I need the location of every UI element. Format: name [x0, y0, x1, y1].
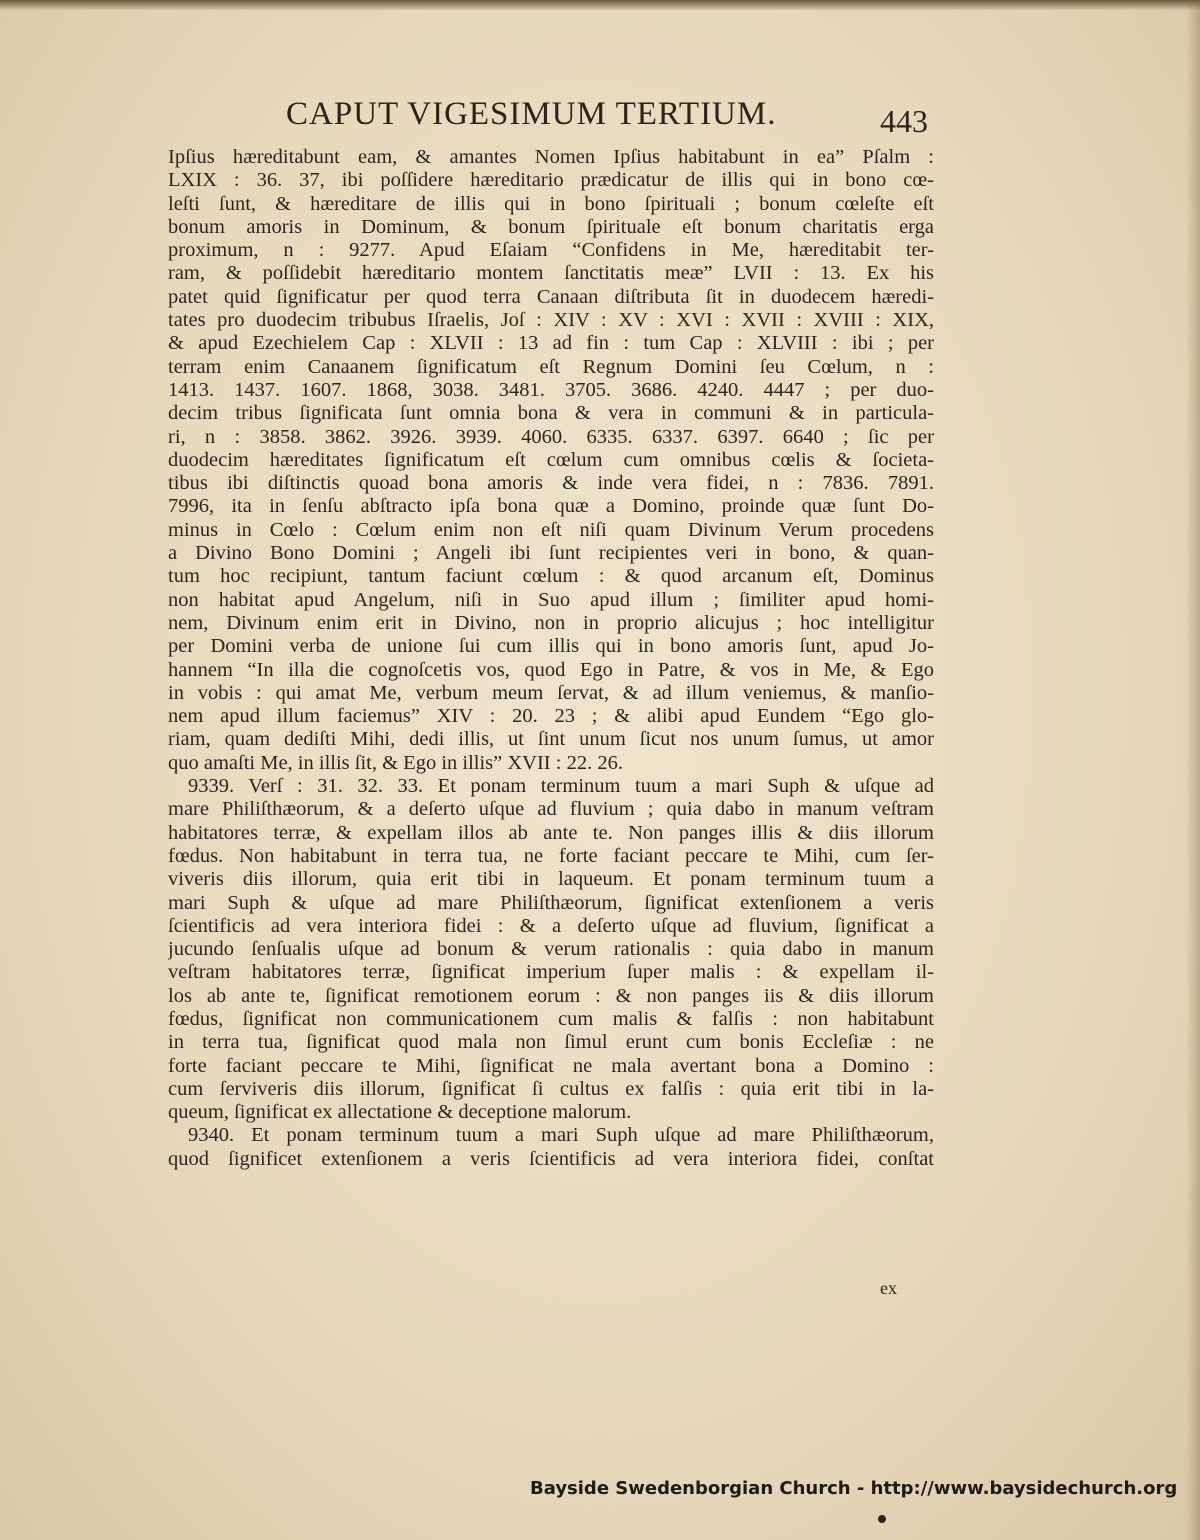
text-block	[168, 146, 934, 1171]
page-top-edge	[0, 0, 1200, 10]
paragraph-9340-start: 9340. Et ponam terminum tuum a mari Suph uſque ad mare Philiſthæorum,	[188, 1124, 934, 1147]
text-line: in terra tua, ſignificat quod mala non ſimul erunt cum bonis Eccleſiæ : ne	[168, 1031, 934, 1054]
text-line: veſtram habitatores terræ, ſignificat imperium ſuper malis : & expellam il-	[168, 961, 934, 984]
text-line: & apud Ezechielem Cap : XLVII : 13 ad fin : tum Cap : XLVIII : ibi ; per	[168, 332, 934, 355]
text-line: decim tribus ſignificata ſunt omnia bona & vera in communi & in particula-	[168, 402, 934, 425]
text-line: non habitat apud Angelum, niſi in Suo apud illum ; ſimiliter apud homi-	[168, 588, 934, 611]
text-line: cum ſerviveris diis illorum, ſignificat ſi cultus ex falſis : quia erit tibi in la-	[168, 1077, 934, 1100]
page-number: 443	[880, 103, 928, 139]
text-line: leſti ſunt, & hæreditare de illis qui in bono ſpirituali ; bonum cœleſte eſt	[168, 192, 934, 215]
text-line: per Domini verba de unione ſui cum illis qui in bono amoris ſunt, apud Jo-	[168, 635, 934, 658]
text-line: nem apud illum faciemus” XIV : 20. 23 ; & alibi apud Eundem “Ego glo-	[168, 705, 934, 728]
text-line: jucundo ſenſualis uſque ad bonum & verum rationalis : quia dabo in manum	[168, 938, 934, 961]
text-line: mari Suph & uſque ad mare Philiſthæorum, ſignificat extenſionem a veris	[168, 891, 934, 914]
text-line: minus in Cœlo : Cœlum enim non eſt niſi quam Divinum Verum procedens	[168, 518, 934, 541]
text-line: a Divino Bono Domini ; Angeli ibi ſunt recipientes veri in bono, & quan-	[168, 542, 934, 565]
text-line: 7996, ita in ſenſu abſtracto ipſa bona quæ a Domino, proinde quæ ſunt Do-	[168, 495, 934, 518]
text-line: proximum, n : 9277. Apud Eſaiam “Confidens in Me, hæreditabit ter-	[168, 239, 934, 262]
text-line: nem, Divinum enim erit in Divino, non in proprio alicujus ; hoc intelligitur	[168, 611, 934, 634]
text-line: tates pro duodecim tribubus Iſraelis, Joſ : XIV : XV : XVI : XVII : XVIII : XIX,	[168, 309, 934, 332]
text-line: hannem “In illa die cognoſcetis vos, quod Ego in Patre, & vos in Me, & Ego	[168, 658, 934, 681]
text-line: patet quid ſignificatur per quod terra Canaan diſtributa ſit in duodecem hæredi-	[168, 285, 934, 308]
text-line: quo amaſti Me, in illis ſit, & Ego in illis” XVII : 22. 26.	[168, 751, 623, 774]
text-line: 1413. 1437. 1607. 1868, 3038. 3481. 3705. 3686. 4240. 4447 ; per duo-	[168, 378, 934, 401]
footer-credit-link[interactable]: Bayside Swedenborgian Church - http://www.baysidechurch.org	[530, 1478, 1178, 1499]
text-line: Ipſius hæreditabunt eam, & amantes Nomen Ipſius habitabunt in ea” Pſalm :	[168, 146, 934, 168]
running-head: CAPUT VIGESIMUM TERTIUM.	[286, 96, 777, 132]
text-line: LXIX : 36. 37, ibi poſſidere hæreditario prædicatur de illis qui in bono cœ-	[168, 169, 934, 192]
text-line: tibus ibi diſtinctis quoad bona amoris & inde vera fidei, n : 7836. 7891.	[168, 472, 934, 495]
text-line: ſcientificis ad vera interiora fidei : & a deſerto uſque ad fluvium, ſignificat a	[168, 914, 934, 937]
text-line: tum hoc recipiunt, tantum faciunt cœlum : & quod arcanum eſt, Dominus	[168, 565, 934, 588]
text-line: in vobis : qui amat Me, verbum meum ſervat, & ad illum veniemus, & manſio-	[168, 681, 934, 704]
text-line: duodecim hæreditates ſignificatum eſt cœlum cum omnibus cœlis & ſocieta-	[168, 448, 934, 471]
text-line: mare Philiſthæorum, & a deſerto uſque ad fluvium ; quia dabo in manum veſtram	[168, 798, 934, 821]
catchword: ex	[880, 1278, 897, 1298]
text-line: queum, ſignificat ex allectatione & deceptione malorum.	[168, 1101, 632, 1124]
text-line: fœdus, ſignificat non communicationem cum malis & falſis : non habitabunt	[168, 1007, 934, 1030]
paragraph-9339-start: 9339. Verſ : 31. 32. 33. Et ponam terminum tuum a mari Suph & uſque ad	[188, 775, 934, 798]
text-line: riam, quam dediſti Mihi, dedi illis, ut ſint unum ſicut nos unum ſumus, ut amor	[168, 728, 934, 751]
text-line: los ab ante te, ſignificat remotionem eorum : & non panges iis & diis illorum	[168, 984, 934, 1007]
text-line: fœdus. Non habitabunt in terra tua, ne forte faciant peccare te Mihi, cum ſer-	[168, 844, 934, 867]
text-line: viveris diis illorum, quia erit tibi in laqueum. Et ponam terminum tuum a	[168, 868, 934, 891]
text-line: forte faciant peccare te Mihi, ſignificat ne mala avertant bona a Domino :	[168, 1054, 934, 1077]
ink-spot	[878, 1515, 886, 1523]
text-line: habitatores terræ, & expellam illos ab ante te. Non panges illis & diis illorum	[168, 821, 934, 844]
text-line: terram enim Canaanem ſignificatum eſt Regnum Domini ſeu Cœlum, n :	[168, 355, 934, 378]
text-line: bonum amoris in Dominum, & bonum ſpirituale eſt bonum charitatis erga	[168, 215, 934, 238]
text-line: ram, & poſſidebit hæreditario montem ſanctitatis meæ” LVII : 13. Ex his	[168, 262, 934, 285]
page-right-edge	[1186, 0, 1200, 1540]
text-line: quod ſignificet extenſionem a veris ſcientificis ad vera interiora fidei, conſtat	[168, 1147, 934, 1170]
text-line: ri, n : 3858. 3862. 3926. 3939. 4060. 6335. 6337. 6397. 6640 ; ſic per	[168, 425, 934, 448]
